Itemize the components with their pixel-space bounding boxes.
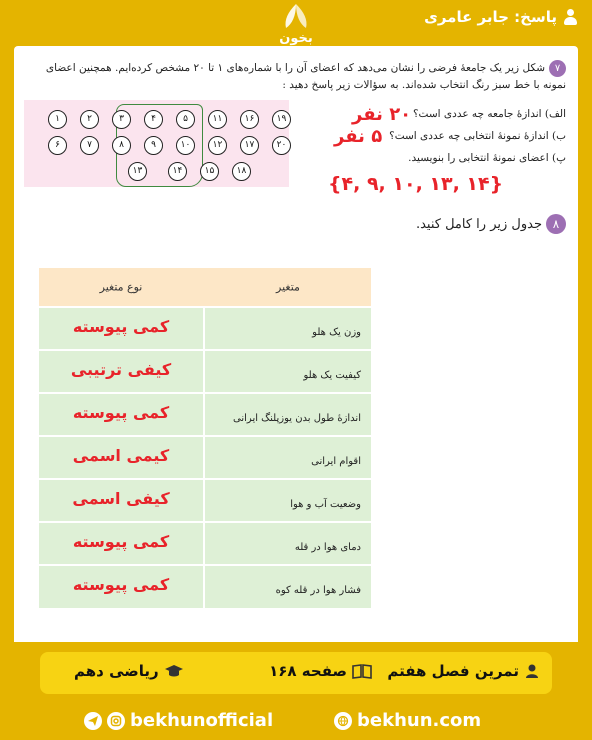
- population-member: ۱۹: [272, 110, 291, 129]
- type-answer: کمی پیوسته: [72, 575, 170, 595]
- question-7-text: [26, 60, 566, 93]
- question-7b: ب) اندازهٔ نمونهٔ انتخابی چه عددی است؟: [389, 130, 566, 142]
- book-title: [74, 662, 184, 680]
- question-7-number: ۷: [549, 60, 566, 77]
- author-credit: [424, 8, 578, 26]
- user-icon: [563, 9, 578, 25]
- instagram-icon: [107, 712, 125, 730]
- social-handle-prefix: bekhun: [130, 710, 206, 731]
- table-row: [39, 394, 371, 435]
- answer-7b: ۵ نفر: [334, 126, 383, 147]
- logo-text: بخون: [279, 31, 313, 46]
- population-member: ۱۵: [200, 162, 219, 181]
- population-member: ۱۷: [240, 136, 259, 155]
- variable-label: اندازهٔ طول بدن یوزپلنگ ایرانی: [233, 412, 361, 424]
- population-member: ۱۸: [232, 162, 251, 181]
- population-member: ۱۳: [128, 162, 147, 181]
- variable-label: وضعیت آب و هوا: [290, 498, 361, 510]
- population-member: ۲۰: [272, 136, 291, 155]
- website-link[interactable]: [334, 710, 481, 731]
- social-handle-suffix: official: [205, 710, 274, 731]
- chapter-info-bar: [40, 652, 552, 694]
- type-answer: کمی پیوسته: [72, 316, 170, 336]
- population-member: ۴: [144, 110, 163, 129]
- table-row: [39, 351, 371, 392]
- question-8-body: جدول زیر را کامل کنید.: [415, 216, 542, 232]
- variable-label: اقوام ایرانی: [311, 455, 361, 467]
- population-member: ۸: [112, 136, 131, 155]
- population-member: ۱۰: [176, 136, 195, 155]
- worksheet-content: [14, 46, 578, 642]
- social-handle[interactable]: [84, 710, 273, 731]
- type-answer: کمی پیوسته: [72, 402, 170, 422]
- population-member: ۳: [112, 110, 131, 129]
- type-cell: [39, 523, 203, 564]
- graduation-cap-icon: [164, 663, 184, 679]
- population-member: ۱۶: [240, 110, 259, 129]
- population-member: ۱۴: [168, 162, 187, 181]
- type-cell: [39, 308, 203, 349]
- variable-cell: [205, 351, 371, 392]
- variable-label: کیفیت یک هلو: [303, 369, 361, 381]
- variable-cell: [205, 566, 371, 608]
- page-number-label: صفحه ۱۶۸: [269, 662, 347, 680]
- variable-label: دمای هوا در قله: [294, 541, 361, 553]
- header: [0, 0, 592, 46]
- book-title-label: ریاضی دهم: [74, 662, 159, 680]
- open-book-icon: [352, 663, 372, 679]
- page-number: [269, 662, 372, 680]
- table-row: [39, 437, 371, 478]
- table-row: [39, 523, 371, 564]
- type-answer: کیمی اسمی: [72, 445, 170, 465]
- variable-cell: [205, 394, 371, 435]
- type-cell: [39, 351, 203, 392]
- telegram-icon: [84, 712, 102, 730]
- population-member: ۹: [144, 136, 163, 155]
- type-cell: [39, 394, 203, 435]
- author-credit-label: پاسخ: جابر عامری: [424, 8, 557, 26]
- population-diagram: [24, 100, 289, 187]
- bekhun-logo: [266, 2, 326, 50]
- question-8-text: [416, 214, 566, 234]
- footer: [0, 704, 592, 740]
- variable-label: فشار هوا در قله کوه: [275, 584, 361, 596]
- question-7c: پ) اعضای نمونهٔ انتخابی را بنویسید.: [408, 152, 566, 164]
- population-member: ۱: [48, 110, 67, 129]
- population-member: ۱۱: [208, 110, 227, 129]
- population-member: ۶: [48, 136, 67, 155]
- globe-icon: [334, 712, 352, 730]
- table-header-row: [39, 268, 371, 306]
- chapter-exercise: [387, 662, 540, 680]
- type-cell: [39, 437, 203, 478]
- website-label: bekhun.com: [357, 710, 482, 731]
- type-answer: کمی پیوسته: [72, 531, 170, 551]
- variable-cell: [205, 523, 371, 564]
- answer-7c: {۴, ۹, ۱۰, ۱۳, ۱۴}: [328, 173, 504, 195]
- chapter-exercise-label: تمرین فصل هفتم: [387, 662, 519, 680]
- variables-table: [39, 268, 371, 608]
- variable-cell: [205, 308, 371, 349]
- population-member: ۵: [176, 110, 195, 129]
- student-icon: [524, 663, 540, 679]
- table-row: [39, 308, 371, 349]
- variable-cell: [205, 437, 371, 478]
- header-cell-type: [39, 268, 203, 306]
- header-variable-label: متغیر: [276, 280, 300, 294]
- population-member: ۲: [80, 110, 99, 129]
- variable-label: وزن یک هلو: [312, 326, 361, 338]
- header-type-label: نوع متغیر: [99, 280, 143, 294]
- answer-7a: ۲۰ نفر: [352, 104, 412, 125]
- type-cell: [39, 566, 203, 608]
- type-answer: کیفی اسمی: [72, 488, 170, 508]
- variable-cell: [205, 480, 371, 521]
- type-answer: کیفی ترتیبی: [70, 359, 172, 379]
- type-cell: [39, 480, 203, 521]
- question-7-body: شکل زیر یک جامعهٔ فرضی را نشان می‌دهد که اعضای آن را با شماره‌های ۱ تا ۲۰ مشخص کرده‌ایم. همچنین اعضای نمونه با خط سبز رنگ انتخاب شده‌اند. به سؤالات زیر پاسخ دهید :: [45, 62, 566, 91]
- question-7a: الف) اندازهٔ جامعه چه عددی است؟: [412, 108, 566, 120]
- table-row: [39, 480, 371, 521]
- header-cell-variable: [205, 268, 371, 306]
- table-row: [39, 566, 371, 608]
- population-member: ۷: [80, 136, 99, 155]
- population-member: ۱۲: [208, 136, 227, 155]
- question-8-number: ۸: [546, 214, 566, 234]
